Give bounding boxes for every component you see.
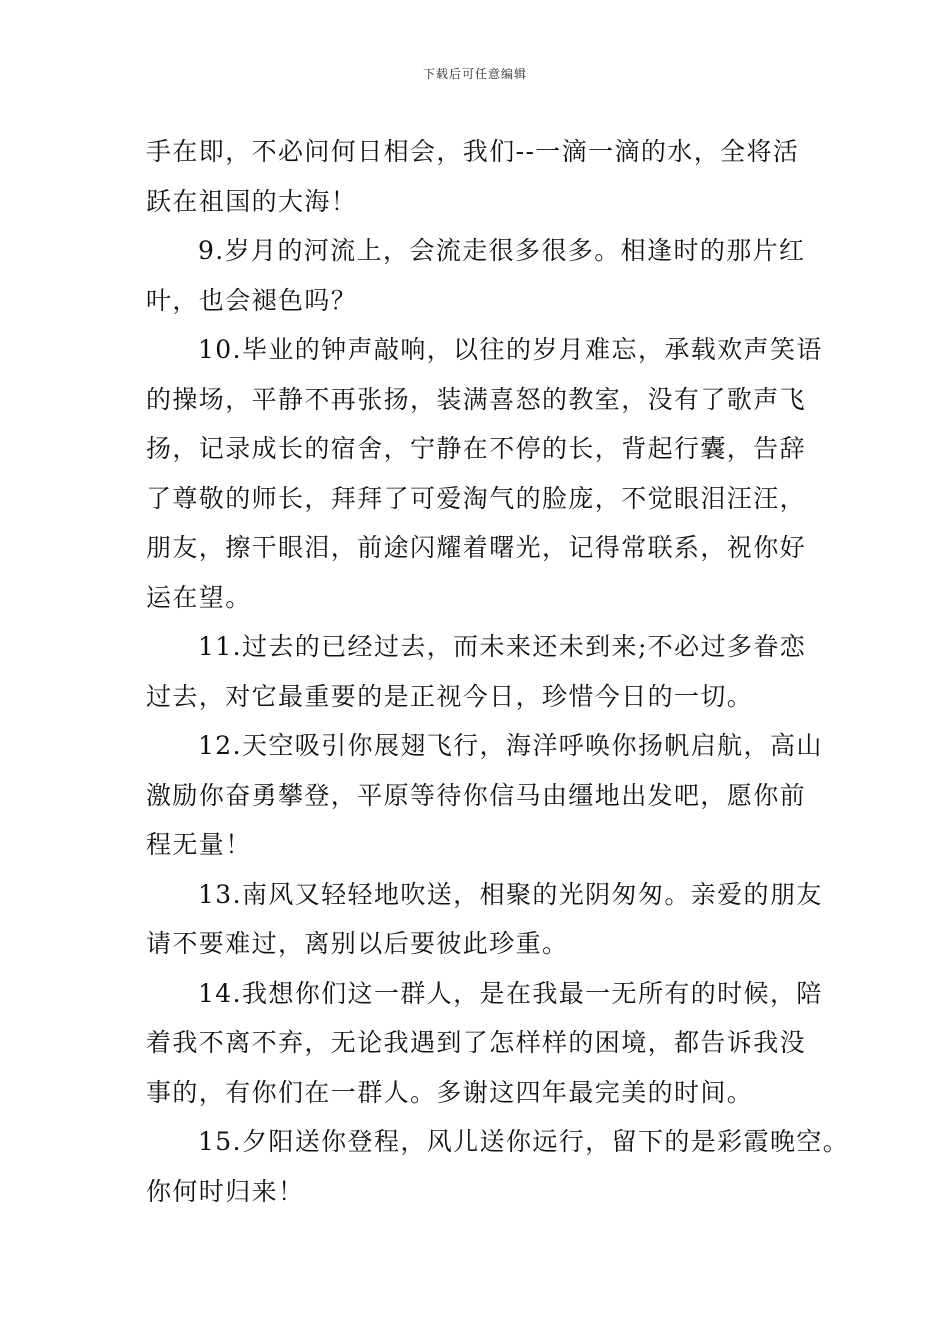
text-line: 朋友，擦干眼泪，前途闪耀着曙光，记得常联系，祝你好 xyxy=(146,533,807,562)
paragraph-11 xyxy=(146,622,816,721)
text-line: 叶，也会褪色吗？ xyxy=(146,285,358,315)
paragraph-10 xyxy=(146,325,823,622)
paragraph-13 xyxy=(146,870,823,969)
text-line: 10.毕业的钟声敲响，以往的岁月难忘，承载欢声笑语 xyxy=(198,335,823,364)
paragraph-9 xyxy=(146,226,816,325)
text-line: 扬，记录成长的宿舍，宁静在不停的长，背起行囊，告辞 xyxy=(146,434,807,463)
text-line: 程无量！ xyxy=(146,830,252,859)
text-line: 手在即，不必问何日相会，我们--一滴一滴的水，全将活 xyxy=(146,137,800,166)
paragraph-15 xyxy=(146,1117,850,1216)
text-line: 过去，对它最重要的是正视今日，珍惜今日的一切。 xyxy=(146,681,754,711)
text-line: 着我不离不弃，无论我遇到了怎样样的困境，都告诉我没 xyxy=(146,1028,807,1057)
text-line: 跃在祖国的大海！ xyxy=(146,186,358,216)
text-line: 了尊敬的师长，拜拜了可爱淘气的脸庞，不觉眼泪汪汪， xyxy=(146,483,807,513)
document-body xyxy=(146,127,850,1216)
paragraph-12 xyxy=(146,721,823,870)
text-line: 激励你奋勇攀登，平原等待你信马由缰地出发吧，愿你前 xyxy=(146,780,807,810)
text-line: 11.过去的已经过去，而未来还未到来;不必过多眷恋 xyxy=(198,632,807,661)
text-line: 9.岁月的河流上，会流走很多很多。相逢时的那片红 xyxy=(198,236,806,265)
text-line: 事的，有你们在一群人。多谢这四年最完美的时间。 xyxy=(146,1077,754,1107)
text-line: 请不要难过，离别以后要彼此珍重。 xyxy=(146,929,569,958)
text-line: 运在望。 xyxy=(146,582,252,612)
paragraph-continuation xyxy=(146,127,816,226)
text-line: 14.我想你们这一群人，是在我最一无所有的时候，陪 xyxy=(198,978,823,1008)
paragraph-14 xyxy=(146,969,823,1118)
text-line: 12.天空吸引你展翅飞行，海洋呼唤你扬帆启航，高山 xyxy=(198,731,823,760)
page-header: 下载后可任意编辑 xyxy=(422,67,527,81)
text-line: 15.夕阳送你登程，风儿送你远行，留下的是彩霞晚空。 xyxy=(198,1127,850,1156)
text-line: 你何时归来！ xyxy=(146,1176,305,1206)
text-line: 13.南风又轻轻地吹送，相聚的光阴匆匆。亲爱的朋友 xyxy=(198,879,823,909)
text-line: 的操场，平静不再张扬，装满喜怒的教室，没有了歌声飞 xyxy=(146,384,807,414)
